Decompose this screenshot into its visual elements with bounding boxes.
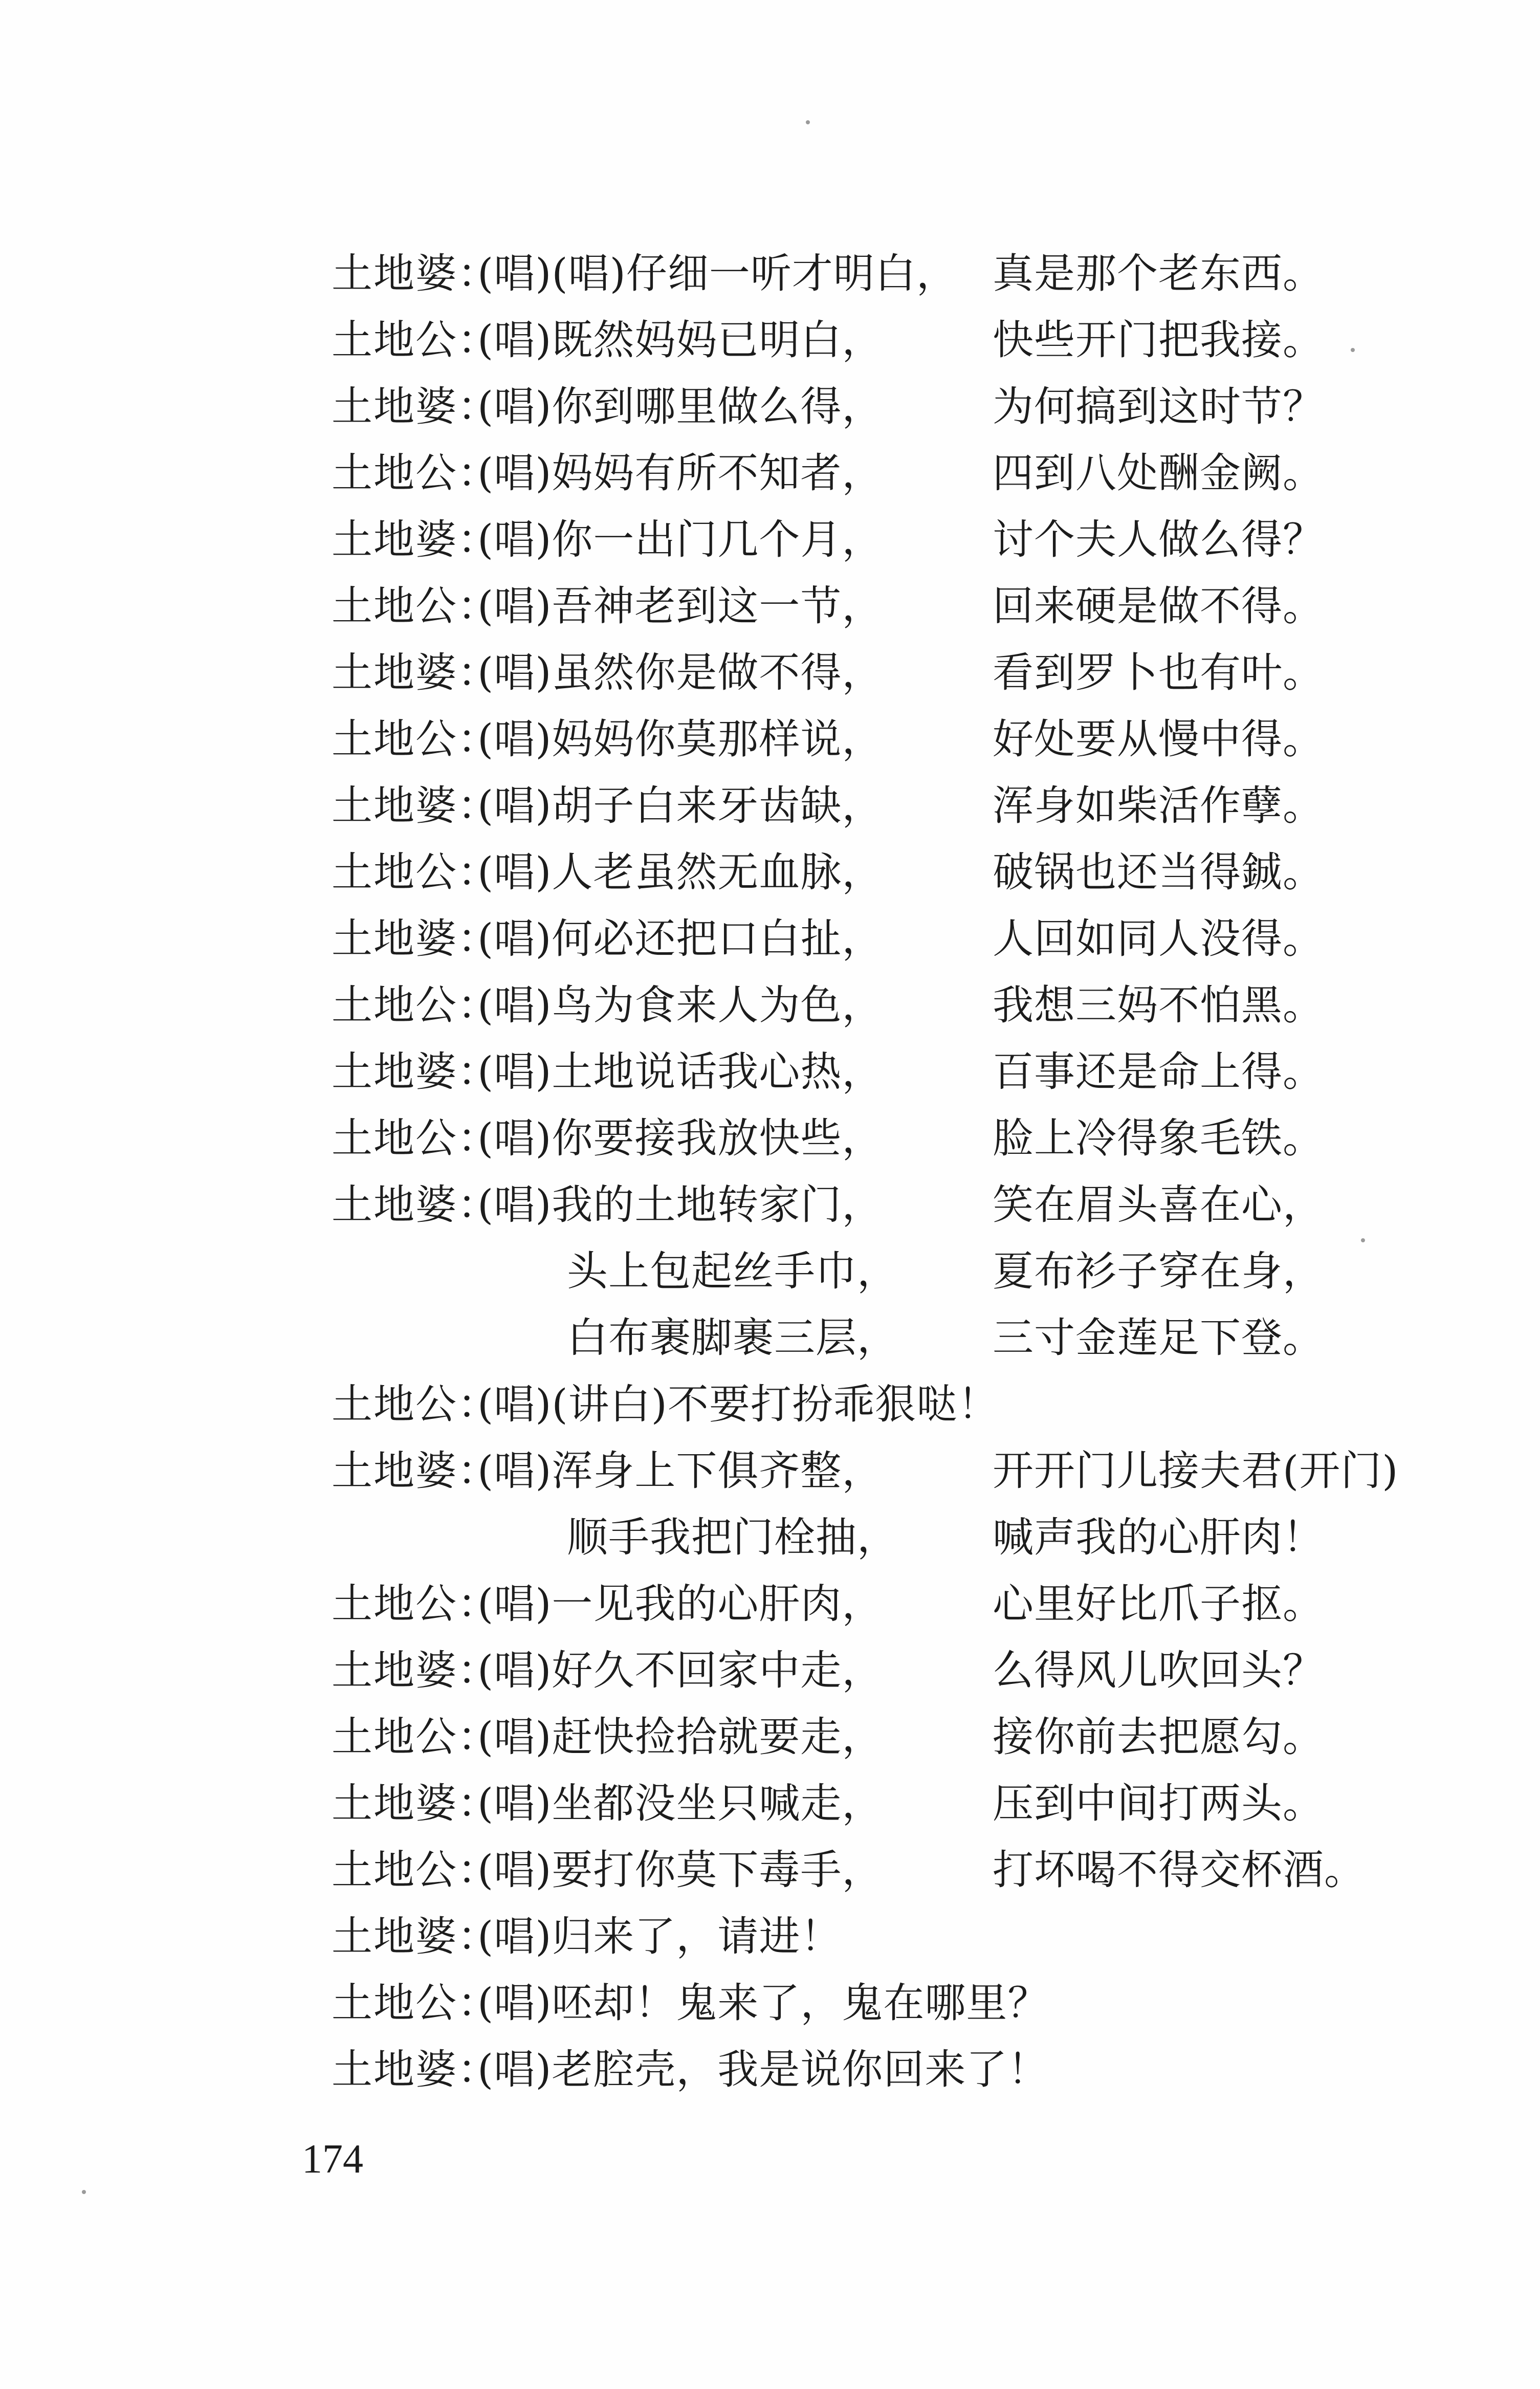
line-second-half: 笑在眉头喜在心， (993, 1181, 1324, 1229)
speaker-name: 土地公： (332, 582, 499, 630)
script-line (332, 2036, 1483, 2103)
script-text-body (332, 240, 1483, 2103)
line-second-half: 压到中间打两头。 (993, 1780, 1324, 1827)
script-line (332, 640, 1483, 706)
line-first-half: (唱)好久不回家中走， (477, 1647, 884, 1694)
line-second-half: 破锅也还当得鋮。 (993, 848, 1324, 896)
script-line (332, 374, 1483, 440)
line-first-half: (唱)一见我的心肝肉， (477, 1580, 884, 1628)
script-line (332, 1371, 1483, 1438)
line-first-half: (唱)(唱)仔细一听才明白， (477, 250, 958, 297)
script-line (332, 1172, 1483, 1238)
line-first-half: (唱)妈妈你莫那样说， (477, 715, 884, 763)
line-first-half: (唱)浑身上下俱齐整， (477, 1447, 884, 1495)
line-first-half: (唱)妈妈有所不知者， (477, 449, 884, 497)
speaker-name: 土地公： (332, 1846, 499, 1894)
page-number: 174 (302, 2137, 363, 2182)
script-line (332, 507, 1483, 573)
line-second-half: 为何搞到这时节？ (993, 383, 1324, 430)
line-second-half: 看到罗卜也有叶。 (993, 649, 1324, 696)
script-line (332, 1438, 1483, 1504)
line-second-half: 真是那个老东西。 (993, 250, 1324, 297)
speaker-name: 土地婆： (332, 1181, 499, 1229)
script-line (332, 1770, 1483, 1837)
scan-speck (82, 2190, 86, 2194)
line-second-half: 夏布衫子穿在身， (993, 1247, 1324, 1295)
line-first-half: (唱)要打你莫下毒手， (477, 1846, 884, 1894)
line-first-half: (唱)(讲白)不要打扮乖狠哒！ (477, 1380, 999, 1428)
line-first-half: (唱)虽然你是做不得， (477, 649, 884, 696)
line-second-half: 心里好比爪子抠。 (993, 1580, 1324, 1628)
script-line (332, 1238, 1483, 1305)
script-line (332, 1504, 1483, 1571)
script-line (332, 1704, 1483, 1770)
line-second-half: 回来硬是做不得。 (993, 582, 1324, 630)
script-line (332, 240, 1483, 307)
speaker-name: 土地公： (332, 316, 499, 364)
script-line (332, 440, 1483, 507)
script-line (332, 972, 1483, 1039)
line-first-half: (唱)坐都没坐只喊走， (477, 1780, 884, 1827)
line-first-half: (唱)何必还把口白扯， (477, 915, 884, 962)
speaker-name: 土地公： (332, 1580, 499, 1628)
line-second-half: 三寸金莲足下登。 (993, 1314, 1324, 1362)
line-first-half: (唱)你一出门几个月， (477, 516, 884, 563)
speaker-name: 土地公： (332, 715, 499, 763)
speaker-name: 土地公： (332, 1380, 499, 1428)
line-second-half: 喊声我的心肝肉！ (993, 1514, 1324, 1561)
script-line (332, 906, 1483, 972)
script-line (332, 1305, 1483, 1371)
speaker-name: 土地公： (332, 981, 499, 1029)
line-second-half: 打坏喝不得交杯酒。 (993, 1846, 1366, 1894)
speaker-name: 土地婆： (332, 383, 499, 430)
line-first-half: (唱)赶快捡拾就要走， (477, 1713, 884, 1761)
line-second-half: 接你前去把愿勾。 (993, 1713, 1324, 1761)
script-line (332, 706, 1483, 773)
speaker-name: 土地婆： (332, 1447, 499, 1495)
line-second-half: 四到八处酬金阙。 (993, 449, 1324, 497)
speaker-name: 土地婆： (332, 1647, 499, 1694)
speaker-name: 土地公： (332, 848, 499, 896)
script-line (332, 1637, 1483, 1704)
line-second-half: 人回如同人没得。 (993, 915, 1324, 962)
scan-speck (806, 120, 810, 124)
line-second-half: 百事还是命上得。 (993, 1048, 1324, 1095)
line-second-half: 浑身如柴活作孽。 (993, 782, 1324, 829)
line-second-half: 讨个夫人做么得？ (993, 516, 1324, 563)
line-first-half: 头上包起丝手巾， (567, 1247, 898, 1295)
line-first-half: (唱)老腔壳，我是说你回来了！ (477, 2046, 1049, 2093)
line-first-half: (唱)土地说话我心热， (477, 1048, 884, 1095)
line-first-half: (唱)胡子白来牙齿缺， (477, 782, 884, 829)
line-second-half: 好处要从慢中得。 (993, 715, 1324, 763)
speaker-name: 土地公： (332, 1114, 499, 1162)
speaker-name: 土地婆： (332, 2046, 499, 2093)
speaker-name: 土地婆： (332, 250, 499, 297)
line-first-half: (唱)归来了，请进！ (477, 1913, 842, 1960)
line-first-half: (唱)呸却！鬼来了，鬼在哪里？ (477, 1979, 1049, 2027)
speaker-name: 土地公： (332, 1979, 499, 2027)
speaker-name: 土地婆： (332, 1048, 499, 1095)
speaker-name: 土地婆： (332, 782, 499, 829)
speaker-name: 土地婆： (332, 1913, 499, 1960)
script-line (332, 1571, 1483, 1637)
line-second-half: 么得风儿吹回头？ (993, 1647, 1324, 1694)
script-line (332, 1837, 1483, 1903)
speaker-name: 土地婆： (332, 649, 499, 696)
script-line (332, 1903, 1483, 1970)
line-first-half: (唱)你到哪里做么得， (477, 383, 884, 430)
line-first-half: (唱)吾神老到这一节， (477, 582, 884, 630)
speaker-name: 土地婆： (332, 915, 499, 962)
script-line (332, 1105, 1483, 1172)
line-first-half: (唱)我的土地转家门， (477, 1181, 884, 1229)
line-first-half: (唱)人老虽然无血脉， (477, 848, 884, 896)
line-second-half: 快些开门把我接。 (993, 316, 1324, 364)
speaker-name: 土地公： (332, 449, 499, 497)
script-line (332, 1970, 1483, 2036)
speaker-name: 土地公： (332, 1713, 499, 1761)
line-second-half: 我想三妈不怕黑。 (993, 981, 1324, 1029)
script-line (332, 773, 1483, 839)
line-first-half: 白布裹脚裹三层， (567, 1314, 898, 1362)
speaker-name: 土地婆： (332, 1780, 499, 1827)
script-line (332, 307, 1483, 374)
line-second-half: 开开门儿接夫君(开门) (993, 1447, 1399, 1495)
script-line (332, 839, 1483, 906)
line-first-half: 顺手我把门栓抽， (567, 1514, 898, 1561)
script-line (332, 1039, 1483, 1105)
script-line (332, 573, 1483, 640)
line-second-half: 脸上冷得象毛铁。 (993, 1114, 1324, 1162)
line-first-half: (唱)你要接我放快些， (477, 1114, 884, 1162)
line-first-half: (唱)鸟为食来人为色， (477, 981, 884, 1029)
line-first-half: (唱)既然妈妈已明白， (477, 316, 884, 364)
speaker-name: 土地婆： (332, 516, 499, 563)
